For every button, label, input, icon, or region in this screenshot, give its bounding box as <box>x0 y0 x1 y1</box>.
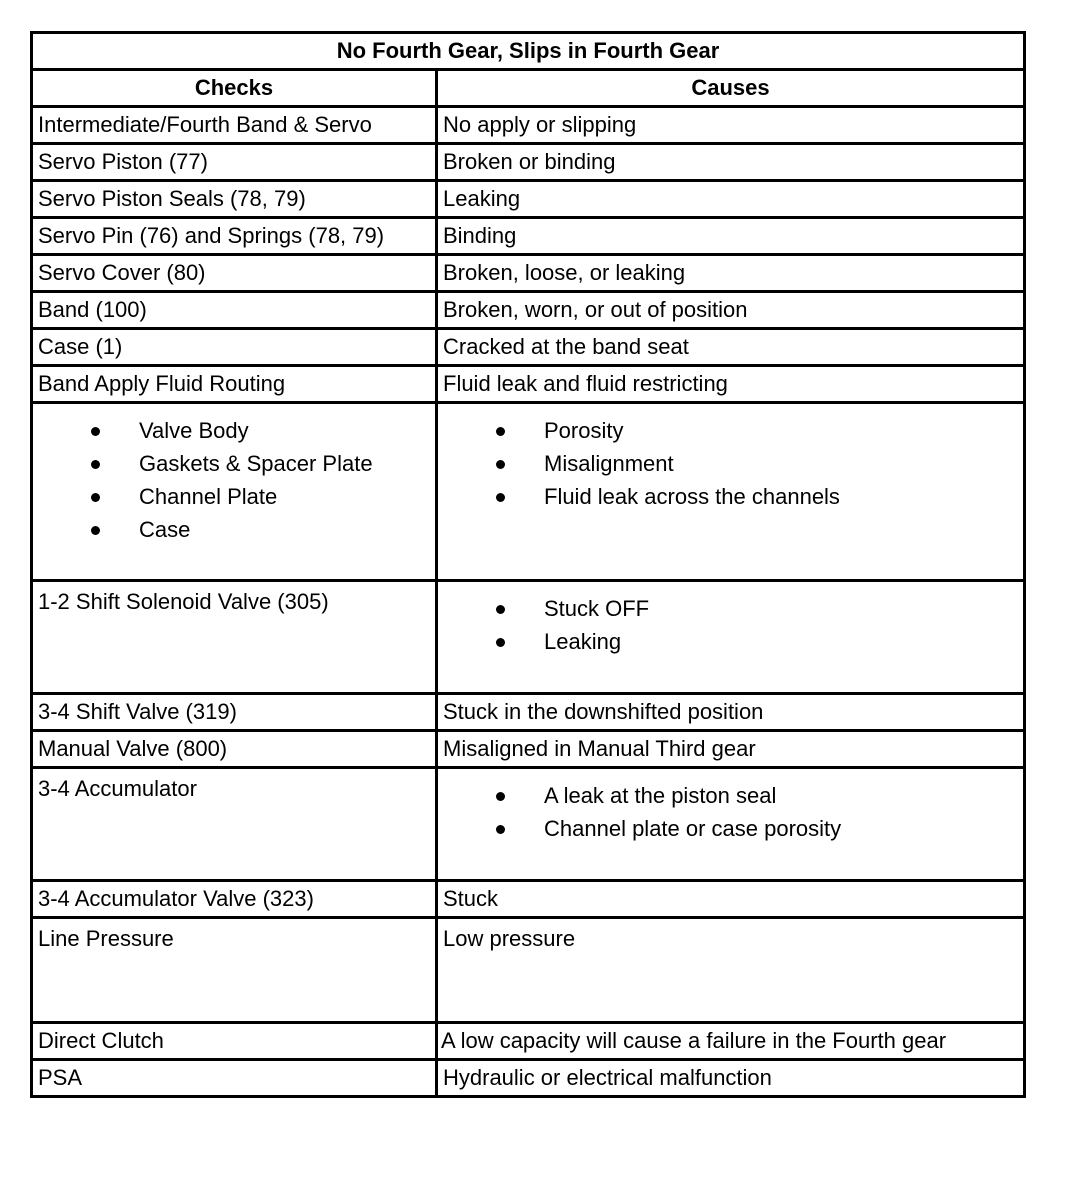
check-cell: Servo Pin (76) and Springs (78, 79) <box>32 218 437 255</box>
list-item: Leaking <box>443 625 1018 658</box>
cause-cell: Misaligned in Manual Third gear <box>437 731 1025 768</box>
table-title: No Fourth Gear, Slips in Fourth Gear <box>32 33 1025 70</box>
check-cell <box>32 403 437 581</box>
list-item: Porosity <box>443 414 1018 447</box>
check-cell: 3-4 Shift Valve (319) <box>32 694 437 731</box>
list-item: Case <box>38 513 430 546</box>
check-cell: Intermediate/Fourth Band & Servo <box>32 107 437 144</box>
table-row <box>32 918 1025 1023</box>
table-row <box>32 1060 1025 1097</box>
cause-list <box>443 589 1018 658</box>
cause-cell <box>437 768 1025 881</box>
cause-cell: Broken, worn, or out of position <box>437 292 1025 329</box>
table-row <box>32 181 1025 218</box>
check-cell: Servo Cover (80) <box>32 255 437 292</box>
check-list <box>38 411 430 546</box>
list-item: Stuck OFF <box>443 592 1018 625</box>
table-row <box>32 403 1025 581</box>
table-row <box>32 255 1025 292</box>
diagnosis-table <box>30 31 1026 1098</box>
bullet-icon <box>496 792 505 801</box>
cause-cell: Broken or binding <box>437 144 1025 181</box>
header-row <box>32 70 1025 107</box>
bullet-icon <box>496 638 505 647</box>
list-item: Channel Plate <box>38 480 430 513</box>
cause-cell: Fluid leak and fluid restricting <box>437 366 1025 403</box>
check-cell: 1-2 Shift Solenoid Valve (305) <box>32 581 437 694</box>
table-row <box>32 694 1025 731</box>
table-row <box>32 144 1025 181</box>
bullet-icon <box>91 460 100 469</box>
check-cell: Manual Valve (800) <box>32 731 437 768</box>
check-cell: 3-4 Accumulator Valve (323) <box>32 881 437 918</box>
table-row <box>32 292 1025 329</box>
check-cell: Servo Piston Seals (78, 79) <box>32 181 437 218</box>
table-row <box>32 329 1025 366</box>
bullet-icon <box>91 526 100 535</box>
cause-cell: A low capacity will cause a failure in the Fourth gear <box>437 1023 1025 1060</box>
cause-list <box>443 411 1018 513</box>
table-row <box>32 881 1025 918</box>
cause-cell: Leaking <box>437 181 1025 218</box>
cause-cell: Low pressure <box>437 918 1025 1023</box>
bullet-icon <box>496 825 505 834</box>
check-cell: Case (1) <box>32 329 437 366</box>
check-cell: Band (100) <box>32 292 437 329</box>
bullet-icon <box>91 427 100 436</box>
list-item: Gaskets & Spacer Plate <box>38 447 430 480</box>
table-row <box>32 731 1025 768</box>
table-row <box>32 218 1025 255</box>
bullet-icon <box>496 460 505 469</box>
cause-cell: No apply or slipping <box>437 107 1025 144</box>
bullet-icon <box>496 427 505 436</box>
header-causes: Causes <box>437 70 1025 107</box>
table-row <box>32 366 1025 403</box>
cause-cell <box>437 403 1025 581</box>
cause-cell: Broken, loose, or leaking <box>437 255 1025 292</box>
table-row <box>32 768 1025 881</box>
list-item: Valve Body <box>38 414 430 447</box>
cause-cell <box>437 581 1025 694</box>
list-item: Channel plate or case porosity <box>443 812 1018 845</box>
bullet-icon <box>496 493 505 502</box>
list-item: Misalignment <box>443 447 1018 480</box>
table-row <box>32 581 1025 694</box>
check-cell: Servo Piston (77) <box>32 144 437 181</box>
bullet-icon <box>496 605 505 614</box>
cause-cell: Stuck <box>437 881 1025 918</box>
cause-cell: Hydraulic or electrical malfunction <box>437 1060 1025 1097</box>
title-row <box>32 33 1025 70</box>
check-cell: 3-4 Accumulator <box>32 768 437 881</box>
table-row <box>32 1023 1025 1060</box>
check-cell: Band Apply Fluid Routing <box>32 366 437 403</box>
check-cell: Direct Clutch <box>32 1023 437 1060</box>
cause-cell: Cracked at the band seat <box>437 329 1025 366</box>
bullet-icon <box>91 493 100 502</box>
cause-list <box>443 776 1018 845</box>
header-checks: Checks <box>32 70 437 107</box>
table-row <box>32 107 1025 144</box>
list-item: A leak at the piston seal <box>443 779 1018 812</box>
check-cell: Line Pressure <box>32 918 437 1023</box>
cause-cell: Binding <box>437 218 1025 255</box>
list-item: Fluid leak across the channels <box>443 480 1018 513</box>
cause-cell: Stuck in the downshifted position <box>437 694 1025 731</box>
check-cell: PSA <box>32 1060 437 1097</box>
